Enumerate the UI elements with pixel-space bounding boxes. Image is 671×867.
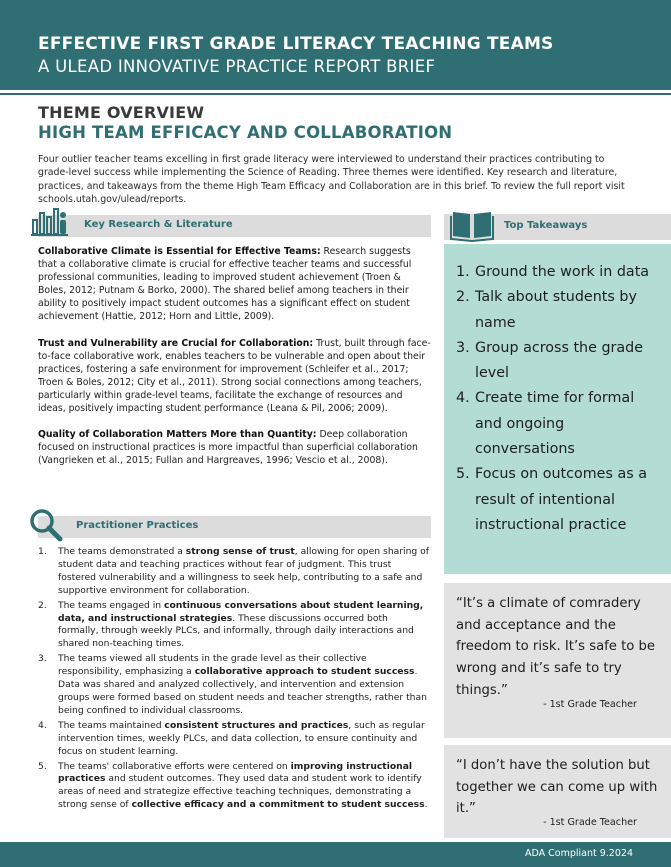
practice-item bbox=[38, 653, 431, 718]
research-item bbox=[38, 245, 431, 324]
takeaways-list bbox=[456, 260, 661, 538]
practice-text: The teams viewed all students in the grade level as their collective responsibility, emphasizing a bbox=[58, 653, 367, 678]
open-book-icon bbox=[450, 208, 494, 242]
research-item-title: Collaborative Climate is Essential for Effective Teams: bbox=[38, 246, 321, 257]
takeaway-text: Create time for formal and ongoing conversations bbox=[475, 390, 635, 458]
bar-chart-people-icon bbox=[30, 206, 70, 238]
page-header bbox=[0, 0, 671, 90]
quote-box bbox=[444, 583, 671, 738]
takeaway-number: 3. bbox=[456, 339, 470, 356]
practice-text: . Data was shared and analyzed collectively, and intervention and extension groups were formed based on student needs and teacher strengths, rather than being confined to individual classrooms. bbox=[58, 666, 427, 716]
takeaway-number: 4. bbox=[456, 390, 470, 407]
page-title: EFFECTIVE FIRST GRADE LITERACY TEACHING TEAMS bbox=[38, 34, 554, 54]
practice-emphasis: collaborative approach to student success bbox=[194, 666, 415, 678]
takeaway-item bbox=[456, 336, 661, 387]
research-item-body: Research suggests that a collaborative climate is crucial for effective teacher teams and successful professional communities, leading to improved student achievement (Troen & Boles, 2012; Putnam & Borko, 2000). The shared belief among teachers in their ability to positively impact student outcomes has a significant effect on student achievement (Hattie, 2012; Horn and Little, 2009). bbox=[38, 246, 412, 323]
practices-header-bar bbox=[38, 516, 431, 538]
practice-emphasis: improving instructional practices bbox=[58, 760, 413, 785]
practice-number: 3. bbox=[38, 653, 47, 665]
practice-text: and student outcomes. They used data and student work to identify areas of need and strategize effective teaching techniques, demonstrating a strong sense of bbox=[58, 773, 422, 811]
practice-text: The teams maintained bbox=[58, 719, 165, 731]
practice-emphasis: collective efficacy and a commitment to student success bbox=[131, 799, 425, 811]
research-list bbox=[38, 245, 431, 480]
practice-number: 1. bbox=[38, 546, 47, 557]
page-footer bbox=[0, 842, 671, 867]
takeaway-number: 2. bbox=[456, 289, 470, 306]
practice-emphasis: continuous conversations about student learning, data, and instructional strategies bbox=[58, 599, 424, 624]
theme-title: HIGH TEAM EFFICACY AND COLLABORATION bbox=[38, 123, 453, 142]
research-item-body: Trust, built through face-to-face collaborative work, enables teachers to be vulnerable and open about their practices, fostering a safe environment for improvement (Schleifer et al., 2017; Troen & Boles, 2012; City et al., 2011). Strong social connections among teachers, particularly within grade-level teams, facilitate the exchange of resources and ideas, positively impacting student performance (Leana & Pil, 2006; 2009). bbox=[38, 337, 431, 415]
header-divider bbox=[0, 93, 671, 95]
takeaway-item bbox=[456, 462, 661, 538]
takeaways-heading: Top Takeaways bbox=[504, 220, 588, 231]
research-item-title: Trust and Vulnerability are Crucial for Collaboration: bbox=[38, 337, 314, 349]
practice-text: . These discussions occurred both formally, through weekly PLCs, and informally, through daily interactions and shared non-teaching times. bbox=[58, 612, 414, 650]
practices-heading: Practitioner Practices bbox=[76, 520, 199, 531]
practice-item bbox=[38, 546, 431, 598]
practice-number: 4. bbox=[38, 719, 47, 731]
practice-text: . bbox=[424, 799, 428, 811]
takeaway-text: Group across the grade level bbox=[475, 339, 644, 382]
practice-text: , allowing for open sharing of student data and teaching practices without fear of judgment. This trust fostered vulnerability and a willingness to seek help, contributing to a safe and supportive environment for collaboration. bbox=[58, 546, 430, 596]
practice-text: , such as regular intervention times, weekly PLCs, and data collection, to ensure continuity and focus on student learning. bbox=[58, 719, 425, 757]
takeaway-text: Ground the work in data bbox=[475, 264, 650, 280]
takeaway-item bbox=[456, 386, 661, 462]
takeaway-number: 1. bbox=[456, 264, 470, 280]
practice-emphasis: strong sense of trust bbox=[185, 546, 295, 557]
magnifier-icon bbox=[28, 508, 64, 544]
takeaway-text: Focus on outcomes as a result of intentional instructional practice bbox=[475, 466, 647, 533]
takeaway-item bbox=[456, 285, 661, 336]
practice-emphasis: consistent structures and practices bbox=[164, 719, 349, 731]
practice-item bbox=[38, 600, 431, 652]
page-subtitle: A ULEAD INNOVATIVE PRACTICE REPORT BRIEF bbox=[38, 57, 436, 76]
quote-attribution: - 1st Grade Teacher bbox=[543, 817, 637, 829]
practice-item bbox=[38, 720, 431, 759]
practices-list bbox=[38, 546, 431, 814]
research-item-body: Deep collaboration focused on instructional practices is more impactful than superficial collaboration (Vangrieken et al., 2015; Fullan and Hargreaves, 1996; Vescio et al., 2008). bbox=[38, 429, 418, 467]
takeaways-header-bar bbox=[444, 214, 671, 240]
takeaways-box bbox=[444, 244, 671, 574]
quote-text: “It’s a climate of comradery and acceptance and the freedom to risk. It’s safe to be wrong and it’s safe to try things.” bbox=[456, 596, 656, 698]
practice-number: 5. bbox=[38, 760, 47, 772]
footer-text: ADA Compliant 9.2024 bbox=[524, 848, 633, 859]
intro-paragraph: Four outlier teacher teams excelling in first grade literacy were interviewed to understand their practices contributing to grade-level success while implementing the Science of Reading. Three themes were identified. Key research and literature, practices, and takeaways from the theme High Team Efficacy and Collaboration are in this brief. To review the full report visit schools.utah.gov/ulead/reports. bbox=[38, 154, 625, 205]
research-item bbox=[38, 428, 431, 467]
practice-text: The teams engaged in bbox=[58, 599, 165, 611]
practice-text: The teams' collaborative efforts were centered on bbox=[58, 760, 291, 772]
research-item bbox=[38, 337, 431, 416]
practice-item bbox=[38, 761, 431, 813]
research-header-bar bbox=[38, 215, 431, 237]
practice-number: 2. bbox=[38, 599, 47, 611]
quote-attribution: - 1st Grade Teacher bbox=[543, 698, 637, 710]
quote-text: “I don’t have the solution but together we can come up with it.” bbox=[456, 758, 658, 817]
quote-box bbox=[444, 745, 671, 838]
theme-label: THEME OVERVIEW bbox=[38, 103, 205, 122]
takeaway-text: Talk about students by name bbox=[475, 289, 637, 331]
practice-text: The teams demonstrated a bbox=[58, 546, 186, 557]
research-item-title: Quality of Collaboration Matters More than Quantity: bbox=[38, 429, 317, 441]
research-heading: Key Research & Literature bbox=[84, 219, 233, 230]
takeaway-number: 5. bbox=[456, 466, 470, 483]
takeaway-item bbox=[456, 260, 661, 285]
